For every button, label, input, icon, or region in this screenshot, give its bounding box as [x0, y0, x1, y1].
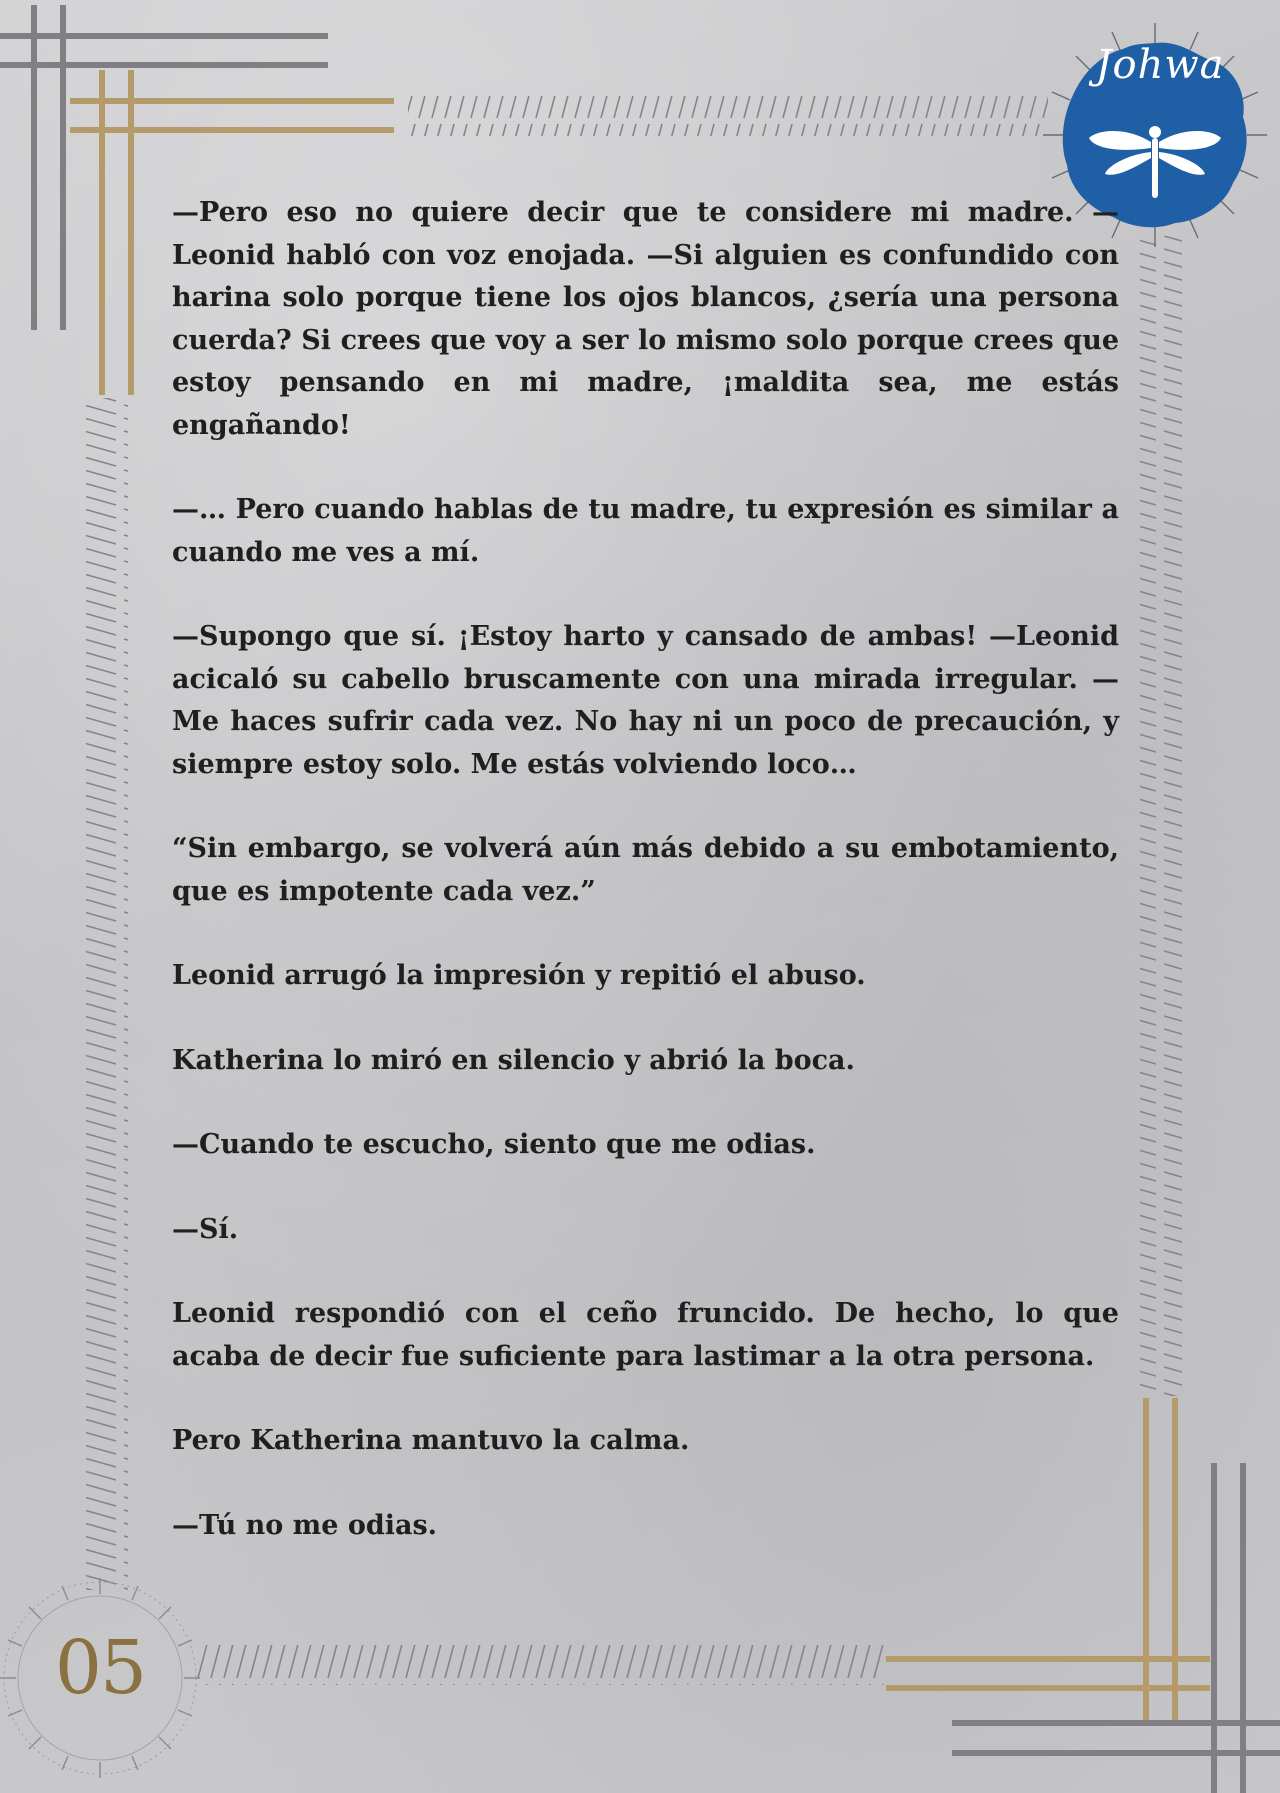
paragraph: Pero Katherina mantuvo la calma. [172, 1425, 690, 1456]
paragraph: Leonid respondió con el ceño fruncido. De hecho, lo que acaba de decir fue suficiente para lastimar a la otra persona. [172, 1298, 1119, 1372]
bottom-hatch-border [196, 1645, 884, 1685]
paragraph: —Sí. [172, 1213, 239, 1245]
paragraph: “Sin embargo, se volverá aún más debido a su embotamiento, que es impotente cada vez.” [172, 833, 1119, 907]
story-text [172, 192, 1119, 1589]
paragraph: Leonid arrugó la impresión y repitió el abuso. [172, 960, 866, 991]
top-hatch-border [408, 96, 1048, 136]
paragraph: —Pero eso no quiere decir que te considere mi madre. —Leonid habló con voz enojada. —Si alguien es confundido con harina solo porque tiene los ojos blancos, ¿sería una persona cuerda? Si crees que voy a ser lo mismo solo porque crees que estoy pensando en mi madre, ¡maldita sea, me estás engañando! [172, 197, 1119, 441]
paragraph: Katherina lo miró en silencio y abrió la boca. [172, 1044, 855, 1076]
paragraph: —Cuando te escucho, siento que me odias. [172, 1129, 816, 1160]
paragraph: —Tú no me odias. [172, 1509, 438, 1541]
paragraph: —… Pero cuando hablas de tu madre, tu expresión es similar a cuando me ves a mí. [172, 494, 1119, 568]
page-number: 05 [54, 1625, 146, 1711]
right-hatch-border [1140, 236, 1182, 1396]
left-hatch-border [86, 398, 128, 1590]
logo-text: Johwa [1095, 42, 1225, 88]
paragraph: —Supongo que sí. ¡Estoy harto y cansado de ambas! —Leonid acicaló su cabello bruscamente con una mirada irregular. —Me haces sufrir cada vez. No hay ni un poco de precaución, y siempre estoy solo. Me estás volviendo loco… [172, 621, 1119, 780]
